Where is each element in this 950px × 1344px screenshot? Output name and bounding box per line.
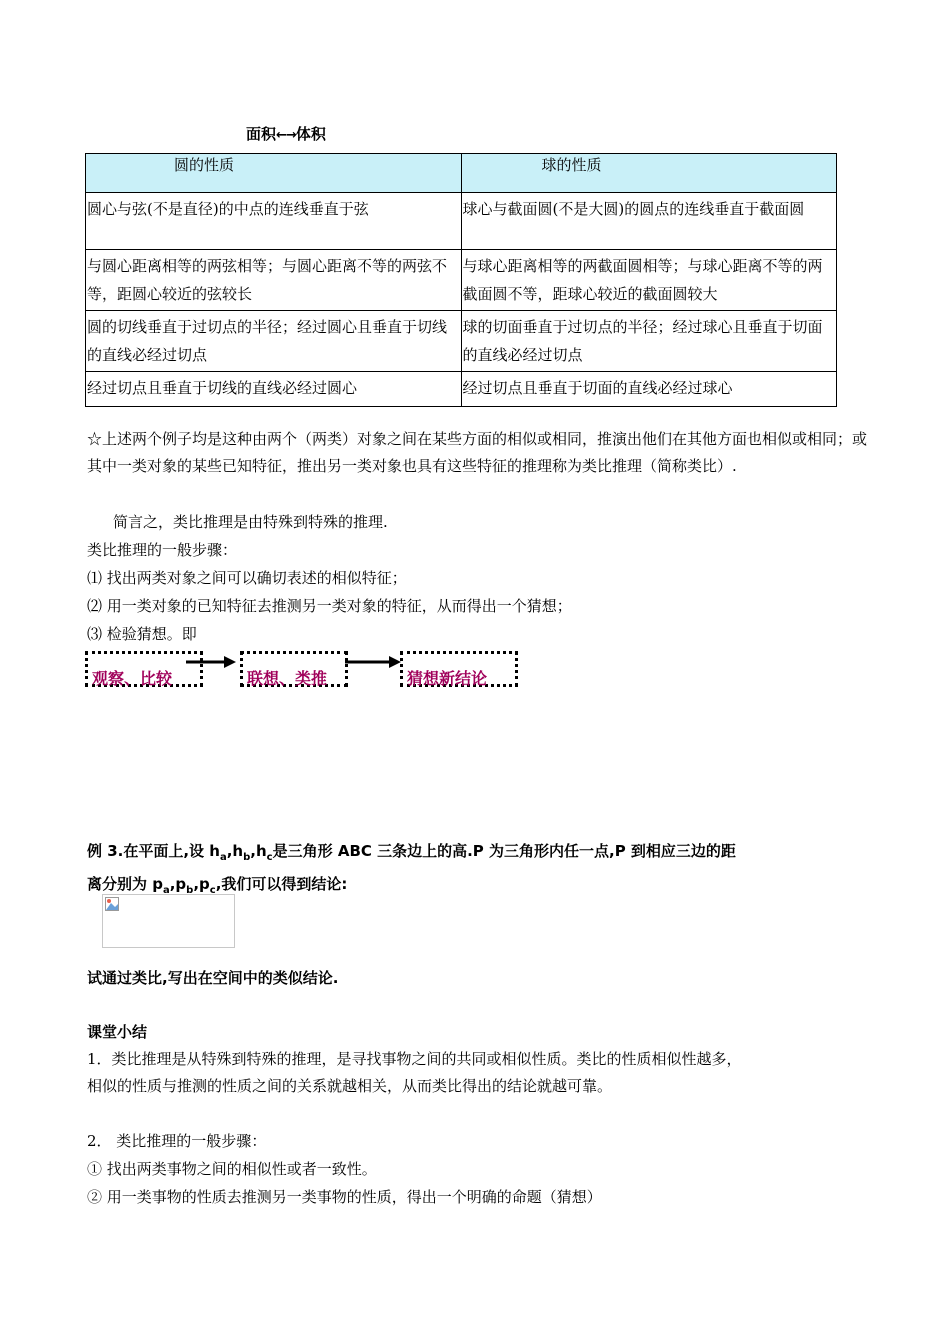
step-1: ⑴ 找出两类对象之间可以确切表述的相似特征； xyxy=(87,569,407,587)
subscript: a xyxy=(219,852,227,863)
example-text: ,p xyxy=(193,875,210,893)
arrow-right-icon xyxy=(186,654,236,670)
formula-image-placeholder xyxy=(102,894,235,948)
subscript: c xyxy=(266,852,273,863)
table-header-row xyxy=(86,154,837,193)
table-cell: 球心与截面圆(不是大圆)的圆点的连线垂直于截面圆 xyxy=(461,193,837,250)
flow-box-associate: 联想、类推 xyxy=(240,651,348,687)
summary-title: 课堂小结 xyxy=(87,1023,148,1041)
table-cell: 圆心与弦(不是直径)的中点的连线垂直于弦 xyxy=(86,193,462,250)
example-text: ,h xyxy=(250,842,267,860)
double-arrow-icon: ←→ xyxy=(276,128,296,143)
example-text: 是三角形 ABC 三条边上的高.P 为三角形内任一点,P 到相应三边的距离分别为 p xyxy=(87,842,736,893)
steps-title: 类比推理的一般步骤： xyxy=(87,541,238,559)
heading-right: 体积 xyxy=(295,125,326,143)
summary-item-2: 2． 类比推理的一般步骤： xyxy=(87,1132,267,1150)
analogy-summary: 简言之，类比推理是由特殊到特殊的推理. xyxy=(113,513,388,531)
table-row xyxy=(86,193,837,250)
comparison-table xyxy=(85,153,837,407)
table-row xyxy=(86,311,837,372)
summary-item-1: 1．类比推理是从特殊到特殊的推理，是寻找事物之间的共同或相似性质。类比的性质相似性越多，相似的性质与推测的性质之间的关系就越相关，从而类比得出的结论就越可靠。 xyxy=(87,1050,742,1095)
example-text: ,p xyxy=(169,875,187,893)
table-row xyxy=(86,372,837,407)
analogy-definition: ☆上述两个例子均是这种由两个（两类）对象之间在某些方面的相似或相同，推演出他们在其他方面也相似或相同；或其中一类对象的某些已知特征，推出另一类对象也具有这些特征的推理称为类比推理（简称类比）. xyxy=(87,430,868,475)
table-row xyxy=(86,250,837,311)
flow-box-conjecture: 猜想新结论 xyxy=(400,651,518,687)
heading-left: 面积 xyxy=(246,125,277,143)
table-cell: 球的切面垂直于过切点的半径；经过球心且垂直于切面的直线必经过切点 xyxy=(461,311,837,372)
table-cell: 与圆心距离相等的两弦相等；与圆心距离不等的两弦不等，距圆心较近的弦较长 xyxy=(86,250,462,311)
table-cell: 经过切点且垂直于切面的直线必经过球心 xyxy=(461,372,837,407)
section-heading xyxy=(246,123,326,144)
arrow-right-icon xyxy=(345,654,401,670)
table-header-sphere: 球的性质 xyxy=(461,154,837,193)
step-3: ⑶ 检验猜想。即 xyxy=(87,625,197,643)
table-header-circle: 圆的性质 xyxy=(86,154,462,193)
subscript: b xyxy=(243,852,251,863)
summary-item-4: ② 用一类事物的性质去推测另一类事物的性质，得出一个明确的命题（猜想） xyxy=(87,1188,602,1206)
table-cell: 经过切点且垂直于切线的直线必经过圆心 xyxy=(86,372,462,407)
example-text: ,我们可以得到结论: xyxy=(215,875,348,893)
table-cell: 与球心距离相等的两截面圆相等；与球心距离不等的两截面圆不等，距球心较近的截面圆较大 xyxy=(461,250,837,311)
summary-item-3: ① 找出两类事物之间的相似性或者一致性。 xyxy=(87,1160,377,1178)
flow-box-observe: 观察、比较 xyxy=(85,651,203,687)
step-2: ⑵ 用一类对象的已知特征去推测另一类对象的特征，从而得出一个猜想； xyxy=(87,597,572,615)
subscript: b xyxy=(186,885,194,896)
broken-image-icon xyxy=(105,897,119,911)
subscript: c xyxy=(209,885,216,896)
example-text: ,h xyxy=(226,842,244,860)
example-text: 例 3.在平面上,设 h xyxy=(87,842,220,860)
try-analogy-prompt: 试通过类比,写出在空间中的类似结论. xyxy=(87,969,339,987)
table-cell: 圆的切线垂直于过切点的半径；经过圆心且垂直于切线的直线必经过切点 xyxy=(86,311,462,372)
subscript: a xyxy=(162,885,170,896)
